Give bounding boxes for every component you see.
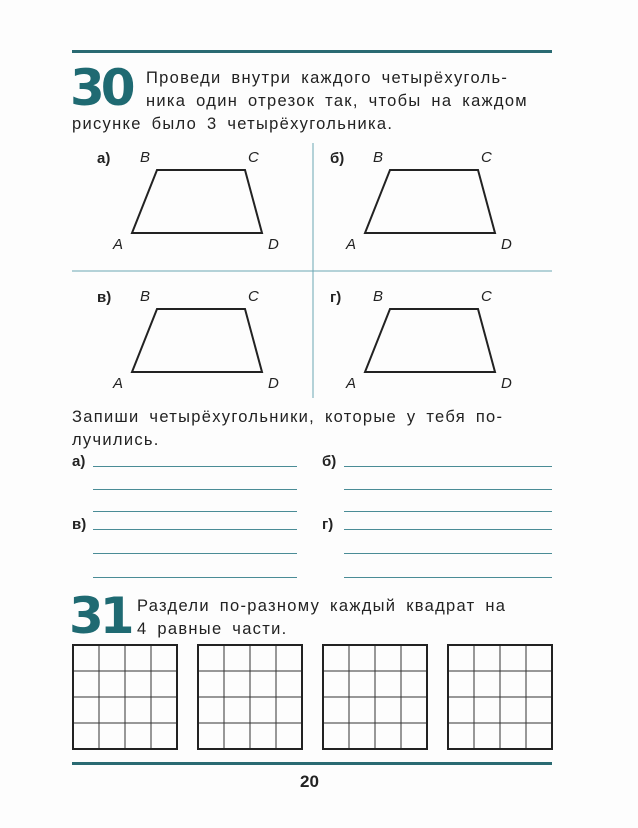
page-number: 20 [300,772,319,791]
answer-line[interactable] [344,466,552,467]
point-a: A [113,236,124,253]
point-d: D [268,236,279,253]
answer-line[interactable] [344,553,552,554]
task-31-text-1: Раздели по-разному каждый квадрат на [137,597,507,615]
figure-g-label: г) [330,289,342,306]
point-a: A [346,236,357,253]
point-b: B [373,149,384,166]
task-30-text-3: рисунке было 3 четырёхугольника. [72,115,394,133]
answer-line[interactable] [93,577,297,578]
answer-line[interactable] [93,553,297,554]
task-30-text-1: Проведи внутри каждого четырёхуголь- [146,69,509,87]
answer-line[interactable] [344,489,552,490]
point-d: D [501,375,512,392]
figure-a-label: а) [97,150,111,167]
answer-line[interactable] [344,577,552,578]
task-31-number: 31 [69,587,131,645]
answer-a-label: а) [72,453,86,470]
answer-line[interactable] [344,511,552,512]
figure-b-label: б) [330,150,345,167]
point-d: D [501,236,512,253]
point-d: D [268,375,279,392]
answer-line[interactable] [93,511,297,512]
point-a: A [113,375,124,392]
task-30-text-2: ника один отрезок так, чтобы на каждом [146,92,528,110]
point-c: C [248,288,259,305]
answer-b-label: б) [322,453,337,470]
point-b: B [373,288,384,305]
point-b: B [140,288,151,305]
trapezoid-v[interactable] [132,309,262,372]
write-instruction-1: Запиши четырёхугольники, которые у тебя по- [72,408,504,426]
answer-g-label: г) [322,516,334,533]
task-31-text-2: 4 равные части. [137,620,288,638]
point-c: C [481,149,492,166]
answer-line[interactable] [93,466,297,467]
answer-line[interactable] [344,529,552,530]
answer-line[interactable] [93,529,297,530]
point-b: B [140,149,151,166]
trapezoid-g[interactable] [365,309,495,372]
point-a: A [346,375,357,392]
figure-v-label: в) [97,289,112,306]
task-30-number: 30 [70,59,132,117]
answer-v-label: в) [72,516,87,533]
trapezoid-b[interactable] [365,170,495,233]
squares-group [73,645,552,749]
write-instruction-2: лучились. [72,431,160,449]
trapezoid-a[interactable] [132,170,262,233]
answer-line[interactable] [93,489,297,490]
bottom-rule [72,762,552,765]
point-c: C [481,288,492,305]
point-c: C [248,149,259,166]
